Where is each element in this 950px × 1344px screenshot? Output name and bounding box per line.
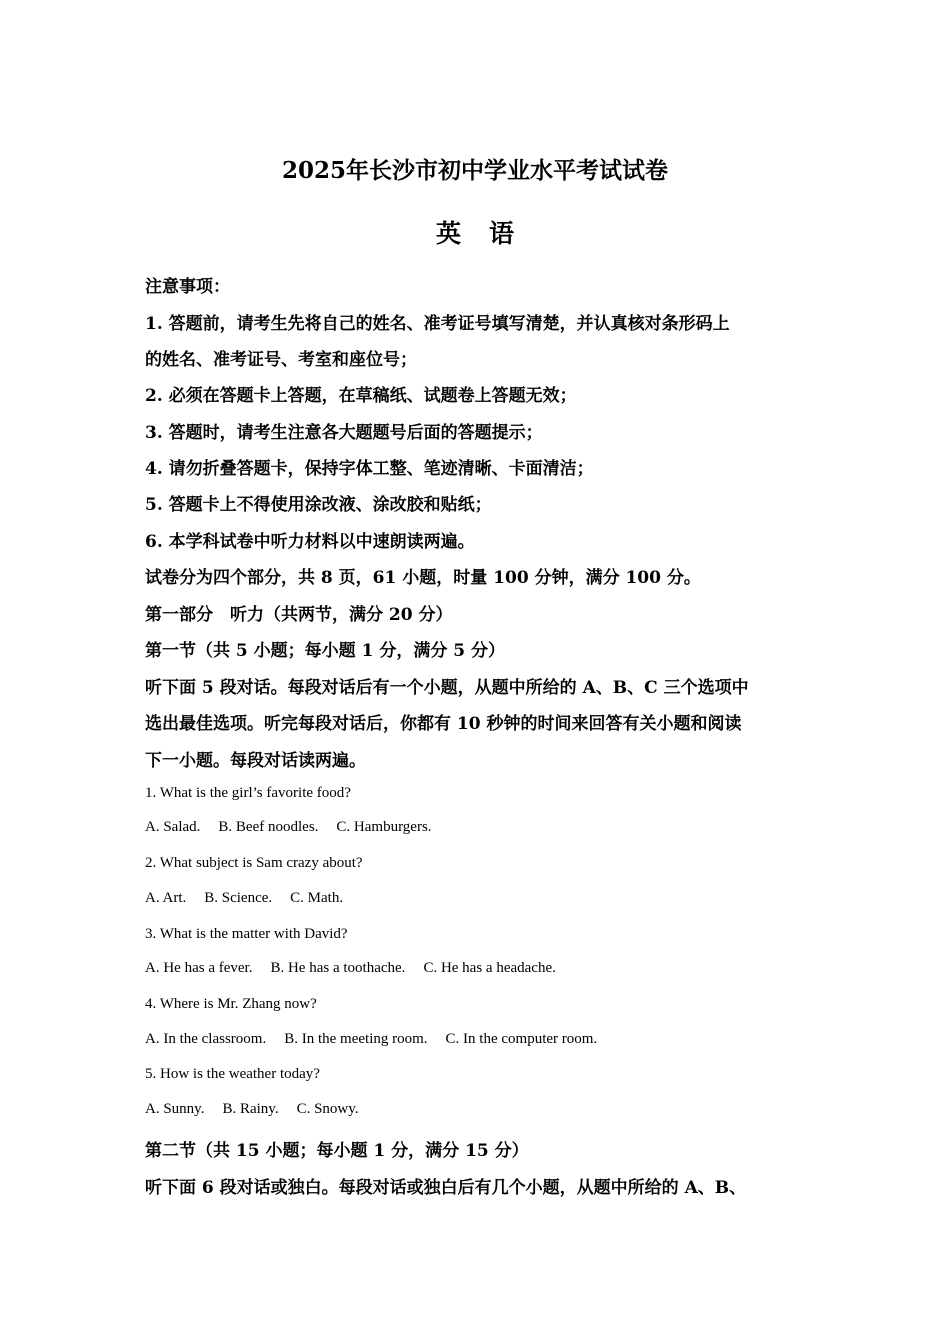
option-a: A. Salad. (145, 819, 201, 835)
section2-instruction: 听下面 6 段对话或独白。每段对话或独白后有几个小题，从题中所给的 A、B、 (145, 1178, 747, 1198)
section1-heading: 第一节（共 5 小题；每小题 1 分，满分 5 分） (145, 641, 505, 661)
option-b: B. He has a toothache. (270, 960, 406, 976)
question-4: 4. Where is Mr. Zhang now? (145, 996, 317, 1012)
notice-heading: 注意事项： (145, 277, 230, 297)
question-5-options (145, 1101, 377, 1118)
section1-instruction: 下一小题。每段对话读两遍。 (145, 751, 366, 771)
notice-item: 4. 请勿折叠答题卡，保持字体工整、笔迹清晰、卡面清洁； (145, 459, 594, 479)
option-c: C. Hamburgers. (336, 819, 432, 835)
exam-summary: 试卷分为四个部分，共 8 页，61 小题，时量 100 分钟，满分 100 分。 (145, 568, 701, 588)
question-2-options (145, 890, 361, 907)
notice-item: 的姓名、准考证号、考室和座位号； (145, 350, 417, 370)
option-c: C. In the computer room. (445, 1031, 598, 1047)
question-4-options (145, 1031, 615, 1048)
option-a: A. In the classroom. (145, 1031, 267, 1047)
question-3: 3. What is the matter with David? (145, 926, 348, 942)
option-b: B. Rainy. (222, 1101, 279, 1117)
option-c: C. Snowy. (296, 1101, 359, 1117)
notice-item: 3. 答题时，请考生注意各大题题号后面的答题提示； (145, 423, 543, 443)
part1-heading: 第一部分 听力（共两节，满分 20 分） (145, 605, 453, 625)
notice-item: 1. 答题前，请考生先将自己的姓名、准考证号填写清楚，并认真核对条形码上 (145, 314, 730, 334)
section2-heading: 第二节（共 15 小题；每小题 1 分，满分 15 分） (145, 1141, 529, 1161)
notice-item: 2. 必须在答题卡上答题，在草稿纸、试题卷上答题无效； (145, 386, 577, 406)
notice-item: 5. 答题卡上不得使用涂改液、涂改胶和贴纸； (145, 495, 492, 515)
option-a: A. Sunny. (145, 1101, 205, 1117)
section1-instruction: 选出最佳选项。听完每段对话后，你都有 10 秒钟的时间来回答有关小题和阅读 (145, 714, 742, 734)
question-3-options (145, 960, 574, 977)
subject-title: 英语 (435, 219, 542, 248)
notice-item: 6. 本学科试卷中听力材料以中速朗读两遍。 (145, 532, 475, 552)
exam-title: 2025年长沙市初中学业水平考试试卷 (281, 157, 668, 184)
question-1: 1. What is the girl’s favorite food? (145, 785, 351, 801)
question-1-options (145, 819, 450, 836)
option-a: A. Art. (145, 890, 187, 906)
option-b: B. In the meeting room. (284, 1031, 428, 1047)
option-c: C. He has a headache. (423, 960, 556, 976)
option-c: C. Math. (290, 890, 344, 906)
option-b: B. Beef noodles. (218, 819, 319, 835)
option-b: B. Science. (204, 890, 273, 906)
question-5: 5. How is the weather today? (145, 1066, 320, 1082)
section1-instruction: 听下面 5 段对话。每段对话后有一个小题，从题中所给的 A、B、C 三个选项中 (145, 678, 749, 698)
question-2: 2. What subject is Sam crazy about? (145, 855, 363, 871)
option-a: A. He has a fever. (145, 960, 253, 976)
